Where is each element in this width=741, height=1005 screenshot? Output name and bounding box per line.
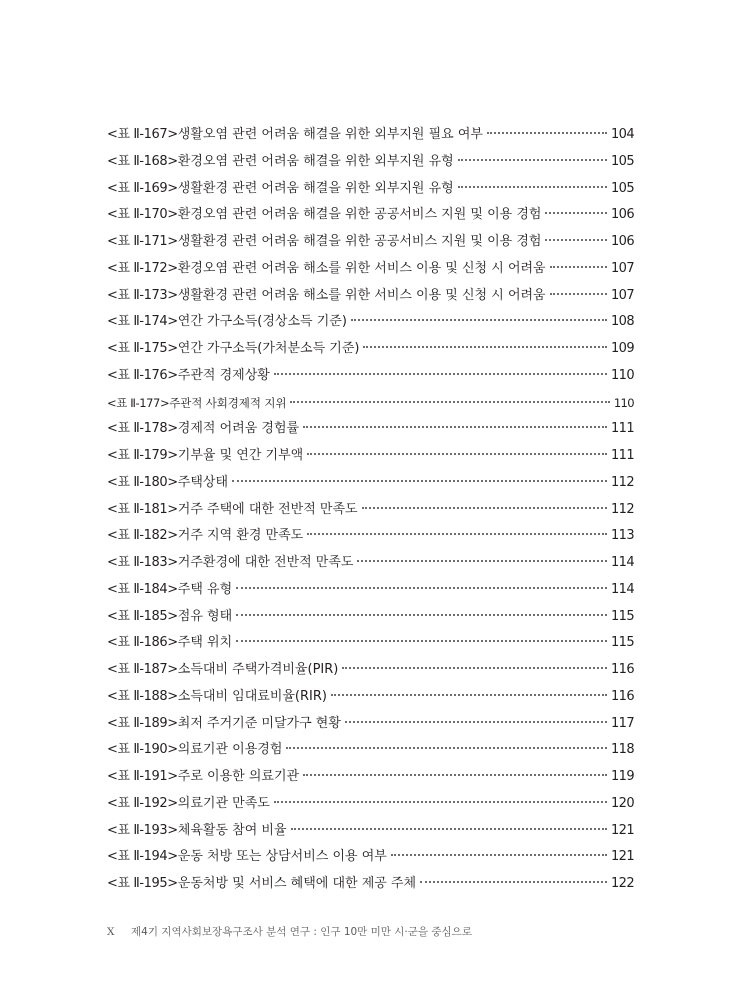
dot-leader (274, 801, 607, 803)
toc-entry[interactable] (107, 470, 634, 497)
toc-entry[interactable] (107, 684, 634, 711)
page-number: 116 (610, 662, 634, 677)
table-title: 점유 형태 (177, 608, 233, 624)
table-number: <표 Ⅱ-193> (107, 822, 178, 838)
dot-leader (487, 132, 607, 134)
table-number: <표 Ⅱ-188> (107, 688, 178, 704)
page-number: 114 (610, 555, 634, 570)
dot-leader (362, 507, 607, 509)
dot-leader (303, 426, 607, 428)
page-number: 110 (613, 395, 634, 410)
page-number: 104 (610, 127, 634, 142)
page-number: 121 (610, 849, 634, 865)
table-title: 운동 처방 또는 상담서비스 이용 여부 (177, 849, 387, 865)
table-title: 환경오염 관련 어려움 해결을 위한 공공서비스 지원 및 이용 경험 (177, 207, 542, 223)
table-number: <표 Ⅱ-186> (107, 635, 178, 651)
page-number: 118 (610, 742, 634, 758)
table-number: <표 Ⅱ-185> (107, 608, 178, 624)
dot-leader (274, 373, 607, 375)
table-title: 거주 주택에 대한 전반적 만족도 (177, 501, 358, 517)
toc-entry[interactable] (107, 657, 634, 684)
toc-entry[interactable] (107, 229, 634, 256)
toc-entry[interactable] (107, 149, 634, 176)
toc-entry[interactable] (107, 818, 634, 845)
page-number: 114 (610, 581, 634, 597)
page-number: 112 (610, 474, 634, 490)
toc-entry[interactable] (107, 363, 634, 390)
table-number: <표 Ⅱ-180> (107, 474, 178, 490)
page-number: 106 (610, 207, 634, 223)
page-number: 115 (610, 635, 634, 651)
table-number: <표 Ⅱ-178> (107, 421, 178, 437)
dot-leader (236, 587, 607, 589)
toc-entry[interactable] (107, 122, 634, 149)
toc-entry[interactable] (107, 791, 634, 818)
table-number: <표 Ⅱ-176> (107, 367, 178, 383)
dot-leader (303, 774, 607, 776)
table-title: 연간 가구소득(경상소득 기준) (177, 314, 347, 330)
dot-leader (342, 667, 607, 669)
dot-leader (331, 694, 607, 696)
dot-leader (286, 747, 607, 749)
toc-entry[interactable] (107, 630, 634, 657)
table-number: <표 Ⅱ-173> (107, 287, 178, 303)
page-number: 107 (610, 260, 634, 276)
table-number: <표 Ⅱ-172> (107, 260, 178, 276)
page-number: 105 (610, 180, 634, 196)
table-title: 소득대비 임대료비율(RIR) (177, 688, 327, 704)
table-number: <표 Ⅱ-167> (107, 127, 178, 142)
table-title: 생활환경 관련 어려움 해결을 위한 공공서비스 지원 및 이용 경험 (177, 234, 542, 249)
table-title: 연간 가구소득(가처분소득 기준) (177, 341, 360, 356)
page-number: 119 (610, 769, 634, 784)
table-title: 의료기관 만족도 (177, 795, 270, 811)
table-title: 환경오염 관련 어려움 해결을 위한 외부지원 유형 (177, 153, 454, 169)
dot-leader (290, 401, 609, 403)
dot-leader (236, 614, 607, 616)
dot-leader (232, 480, 607, 482)
toc-entry[interactable] (107, 336, 634, 363)
toc-entry[interactable] (107, 523, 634, 550)
table-number: <표 Ⅱ-195> (107, 876, 178, 891)
table-number: <표 Ⅱ-168> (107, 153, 178, 169)
table-title: 생활오염 관련 어려움 해결을 위한 외부지원 필요 여부 (177, 127, 483, 142)
dot-leader (236, 640, 607, 642)
table-number: <표 Ⅱ-184> (107, 581, 178, 597)
table-title: 환경오염 관련 어려움 해소를 위한 서비스 이용 및 신청 시 어려움 (177, 260, 546, 276)
table-number: <표 Ⅱ-175> (107, 341, 178, 356)
table-number: <표 Ⅱ-174> (107, 314, 178, 330)
dot-leader (458, 159, 607, 161)
toc-entry[interactable] (107, 844, 634, 871)
table-number: <표 Ⅱ-183> (107, 555, 178, 570)
table-number: <표 Ⅱ-177> (107, 395, 170, 410)
table-title: 주관적 사회경제적 지위 (169, 395, 287, 410)
toc-entry[interactable] (107, 737, 634, 764)
toc-entry[interactable] (107, 176, 634, 203)
table-title: 거주환경에 대한 전반적 만족도 (177, 555, 354, 570)
table-title: 기부율 및 연간 기부액 (177, 448, 304, 463)
dot-leader (351, 319, 607, 321)
table-number: <표 Ⅱ-171> (107, 234, 178, 249)
page-number: 110 (610, 367, 634, 383)
page-number: 117 (610, 715, 634, 731)
table-title: 운동처방 및 서비스 혜택에 대한 제공 주체 (177, 876, 417, 891)
dot-leader (545, 212, 607, 214)
toc-entry[interactable] (107, 764, 634, 791)
table-number: <표 Ⅱ-169> (107, 180, 178, 196)
page-number: 121 (610, 822, 634, 838)
dot-leader (307, 453, 607, 455)
toc-entry[interactable] (107, 390, 634, 417)
dot-leader (550, 266, 607, 268)
table-number: <표 Ⅱ-191> (107, 769, 178, 784)
dot-leader (291, 828, 607, 830)
toc-entry[interactable] (107, 416, 634, 443)
dot-leader (420, 881, 607, 883)
table-number: <표 Ⅱ-179> (107, 448, 178, 463)
table-title: 주택 위치 (177, 635, 233, 651)
table-title: 생활환경 관련 어려움 해소를 위한 서비스 이용 및 신청 시 어려움 (177, 287, 546, 303)
page-number: 111 (610, 421, 634, 437)
table-title: 주택 유형 (177, 581, 233, 597)
footer-page-number: X (107, 926, 115, 938)
page-number: 116 (610, 688, 634, 704)
dot-leader (550, 293, 607, 295)
toc-entry[interactable] (107, 256, 634, 283)
toc-entry[interactable] (107, 871, 634, 898)
toc-entry[interactable] (107, 202, 634, 229)
table-title: 주택상태 (177, 474, 229, 490)
table-number: <표 Ⅱ-190> (107, 742, 178, 758)
table-title: 의료기관 이용경험 (177, 742, 283, 758)
table-title: 최저 주거기준 미달가구 현황 (177, 715, 341, 731)
toc-entry[interactable] (107, 577, 634, 604)
toc-entry[interactable] (107, 283, 634, 310)
page-number: 109 (610, 341, 634, 356)
table-number: <표 Ⅱ-181> (107, 501, 178, 517)
page-number: 106 (610, 234, 634, 249)
table-title: 경제적 어려움 경험률 (177, 421, 300, 437)
toc-entry[interactable] (107, 309, 634, 336)
toc-entry[interactable] (107, 711, 634, 738)
dot-leader (345, 721, 607, 723)
table-number: <표 Ⅱ-170> (107, 207, 178, 223)
table-number: <표 Ⅱ-187> (107, 662, 178, 677)
dot-leader (458, 186, 607, 188)
table-number: <표 Ⅱ-194> (107, 849, 178, 865)
toc-entry[interactable] (107, 604, 634, 631)
table-title: 거주 지역 환경 만족도 (177, 528, 304, 544)
page-number: 107 (610, 287, 634, 303)
page-number: 105 (610, 153, 634, 169)
toc-entry[interactable] (107, 497, 634, 524)
dot-leader (391, 854, 607, 856)
page-number: 108 (610, 314, 634, 330)
table-title: 주관적 경제상황 (177, 367, 270, 383)
page-number: 115 (610, 608, 634, 624)
dot-leader (307, 533, 607, 535)
table-title: 체육활동 참여 비율 (177, 822, 287, 838)
table-title: 소득대비 주택가격비율(PIR) (177, 662, 339, 677)
page-number: 113 (610, 528, 634, 544)
page-number: 122 (610, 876, 634, 891)
table-of-contents (107, 122, 634, 898)
table-title: 생활환경 관련 어려움 해결을 위한 외부지원 유형 (177, 180, 454, 196)
table-title: 주로 이용한 의료기관 (177, 769, 300, 784)
dot-leader (545, 239, 607, 241)
page-footer (107, 924, 472, 939)
table-number: <표 Ⅱ-189> (107, 715, 178, 731)
page-number: 112 (610, 501, 634, 517)
footer-title: 제4기 지역사회보장욕구조사 분석 연구 : 인구 10만 미만 시·군을 중심으로 (131, 926, 472, 938)
page-number: 111 (610, 448, 634, 463)
table-number: <표 Ⅱ-192> (107, 795, 178, 811)
dot-leader (357, 560, 607, 562)
dot-leader (363, 346, 607, 348)
table-number: <표 Ⅱ-182> (107, 528, 178, 544)
toc-entry[interactable] (107, 443, 634, 470)
page-number: 120 (610, 795, 634, 811)
toc-entry[interactable] (107, 550, 634, 577)
